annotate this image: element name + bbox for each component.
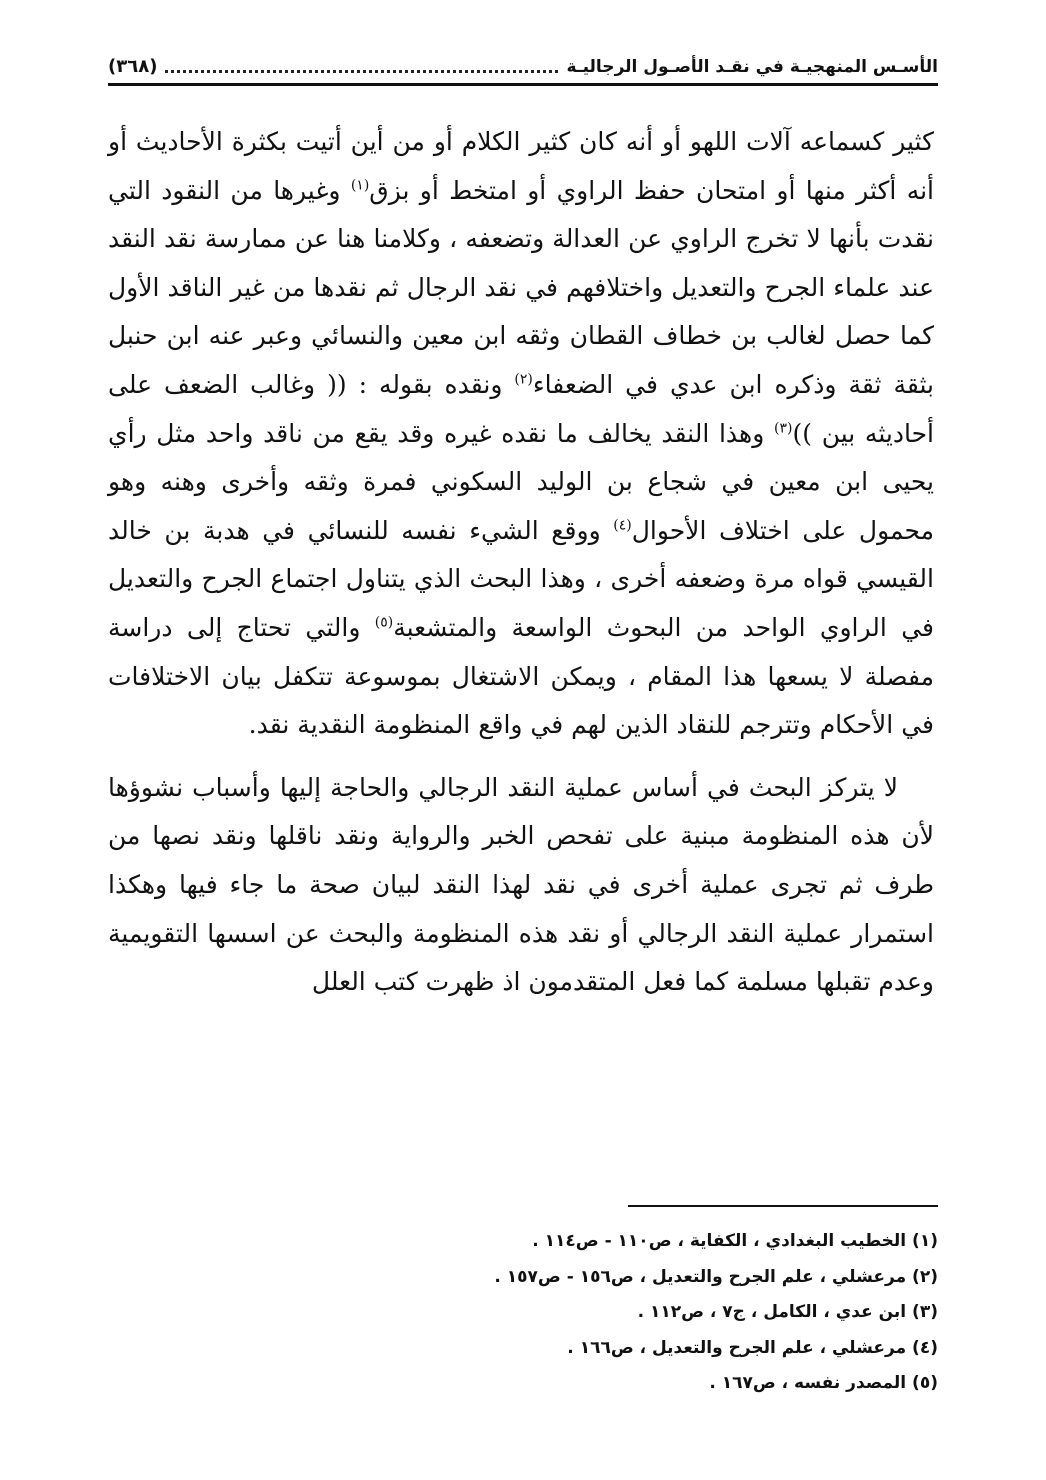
footnote-ref-3: (٣) — [774, 420, 793, 437]
running-header — [108, 52, 938, 86]
footnote-4: (٤) مرعشلي ، علم الجرح والتعديل ، ص١٦٦ . — [567, 1337, 938, 1358]
header-dot-leader — [165, 69, 558, 73]
footnote-ref-4: (٤) — [613, 517, 632, 534]
footnote-ref-5: (٥) — [374, 614, 394, 631]
footnote-3: (٣) ابن عدي ، الكامل ، ج٧ ، ص١١٢ . — [637, 1302, 938, 1322]
paragraph-text: وهذا النقد يخالف ما نقده غيره وقد يقع من ناقد واحد مثل رأي يحيى ابن معين في شجاع بن الوليد السكوني فمرة وثقه وأخرى وهنه وهو محمول على اختلاف الأحوال — [108, 418, 934, 545]
footnotes — [108, 1224, 938, 1402]
footnote-5: (٥) المصدر نفسه ، ص١٦٧ . — [709, 1373, 938, 1393]
footnote-1: (١) الخطيب البغدادي ، الكفاية ، ص١١٠ - ص١١٤ . — [532, 1231, 938, 1251]
paragraph-text: وغيرها من النقود التي نقدت بأنها لا تخرج الراوي عن العدالة وتضعفه ، وكلامنا هنا عن ممارسة نقد النقد عند علماء الجرح والتعديل واختلافهم في نقد الرجال ثم نقدها من غير الناقد الأول كما حصل لغالب بن خطاف القطان وثقه ابن معين والنسائي وعبر عنه ابن حنبل بثقة ثقة وذكره ابن عدي في الضعفاء — [108, 175, 934, 399]
paragraph-text: كثير كسماعه آلات اللهو أو أنه كان كثير الكلام أو من أين أتيت بكثرة الأحاديث أو أنه أكثر منها أو امتحان حفظ الراوي أو امتخط أو بزق — [108, 127, 934, 205]
main-text — [108, 118, 934, 1007]
paragraph-2 — [108, 764, 934, 1007]
header-title: الأسـس المنهجيـة في نقـد الأصـول الرجاليـة — [566, 57, 938, 77]
paragraph-text: والتي تحتاج إلى دراسة مفصلة لا يسعها هذا المقام ، ويمكن الاشتغال بموسوعة تتكفل بيان الاختلافات في الأحكام وتترجم للنقاد الذين لهم في واقع المنظومة النقدية نقد. — [108, 612, 934, 740]
paragraph-text: لا يتركز البحث في أساس عملية النقد الرجالي والحاجة إليها وأسباب نشوؤها لأن هذه المنظومة مبنية على تفحص الخبر والرواية ونقد ناقلها ونقد نصها من طرف ثم تجرى عملية أخرى في نقد لهذا النقد لبيان صحة ما جاء فيها وهكذا استمرار عملية النقد الرجالي أو نقد هذه المنظومة والبحث عن اسسها التقويمية وعدم تقبلها مسلمة كما فعل المتقدمون اذ ظهرت كتب العلل — [108, 772, 934, 997]
footnote-ref-2: (٢) — [514, 371, 533, 388]
page-number: (٣٦٨) — [108, 56, 158, 77]
footnote-ref-1: (١) — [350, 177, 370, 194]
footnote-separator — [628, 1205, 938, 1207]
footnote-2: (٢) مرعشلي ، علم الجرح والتعديل ، ص١٥٦ - ص١٥٧ . — [494, 1266, 938, 1287]
paragraph-text: ونقده بقوله : (( وغالب الضعف على أحاديثه بين )) — [108, 369, 934, 448]
paragraph-text: ووقع الشيء نفسه للنسائي في هدبة بن خالد القيسي قواه مرة وضعفه أخرى ، وهذا البحث الذي يتناول اجتماع الجرح والتعديل في الراوي الواحد من البحوث الواسعة والمتشعبة — [108, 515, 934, 642]
paragraph-1 — [108, 118, 934, 750]
